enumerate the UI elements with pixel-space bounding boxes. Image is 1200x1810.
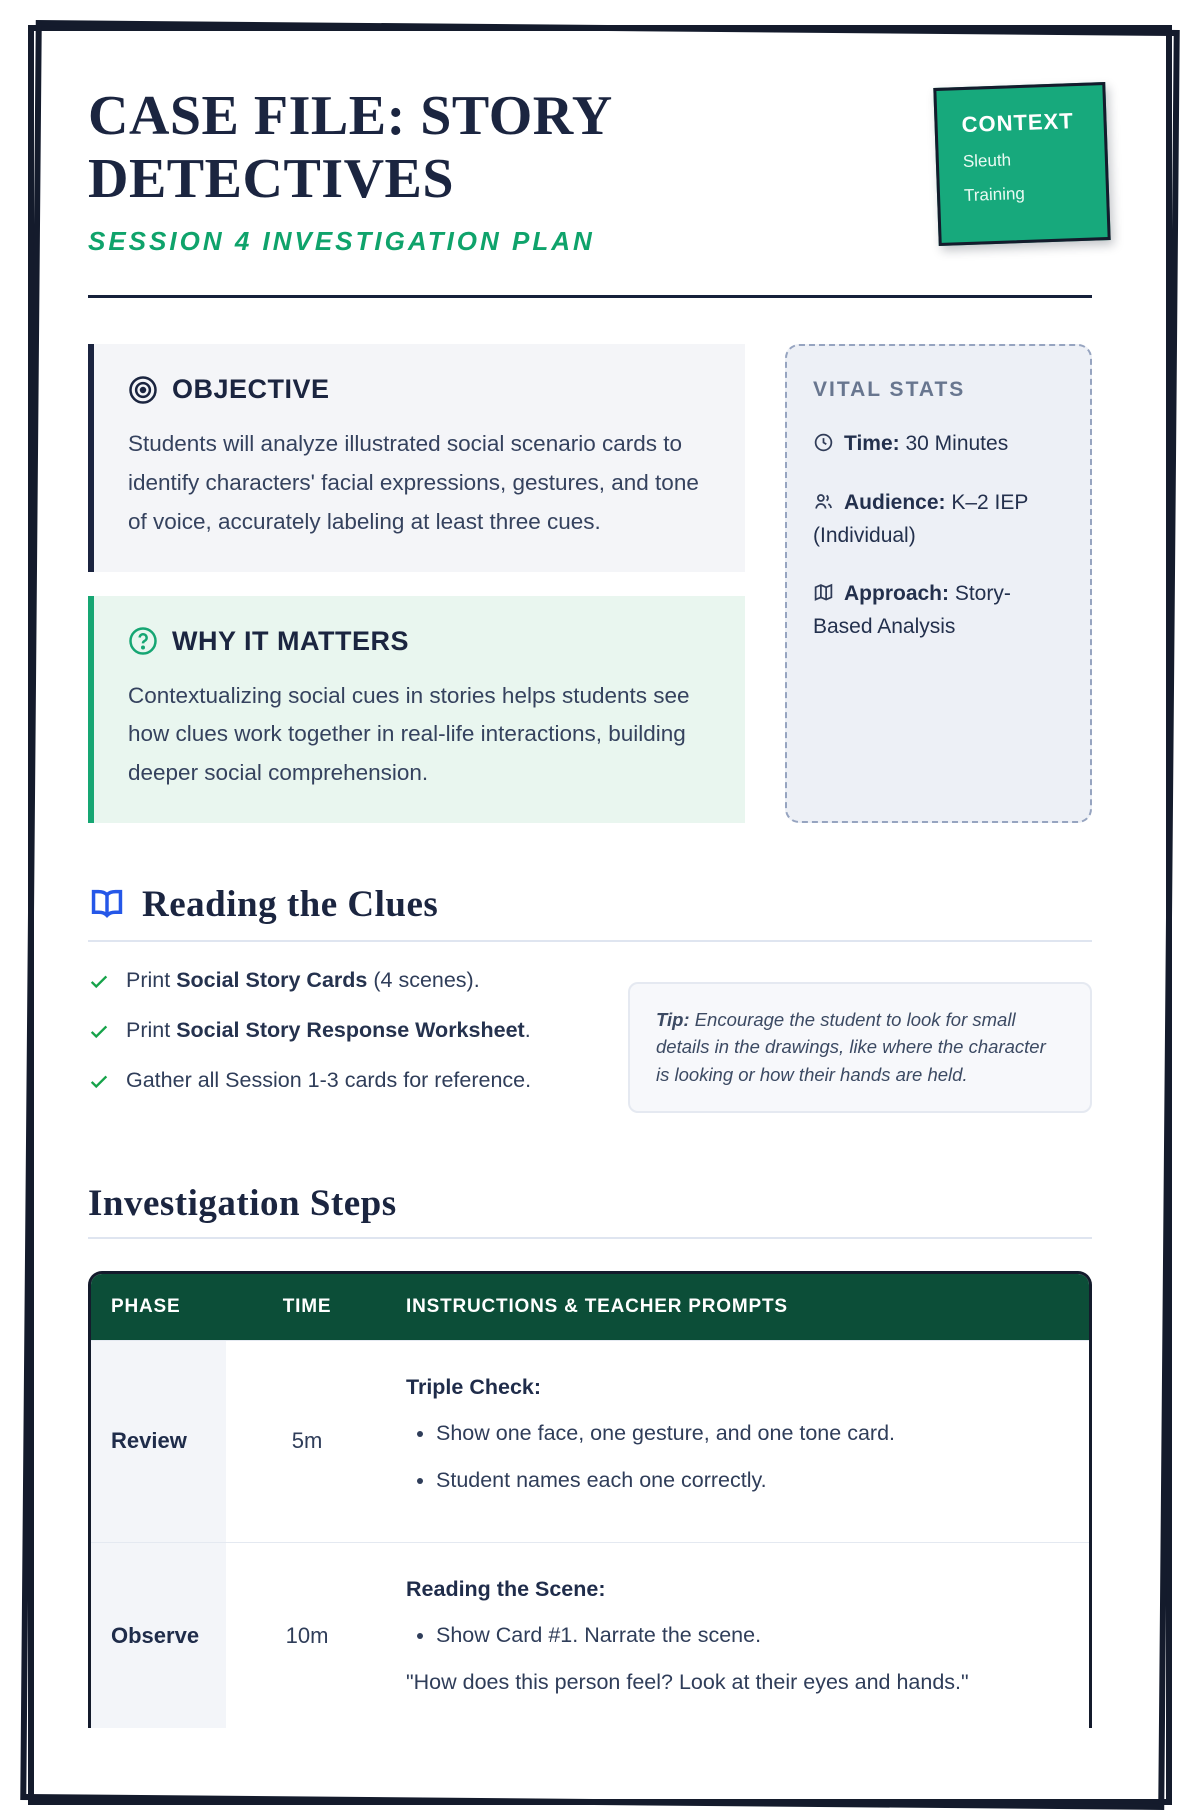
checklist-item-text: Gather all Session 1-3 cards for reference. (126, 1067, 532, 1092)
page-title-line2: DETECTIVES (88, 147, 455, 210)
instruction-bullet: • Show one face, one gesture, and one tone card. (436, 1418, 1065, 1449)
investigation-steps-table (88, 1271, 1092, 1729)
page-title-line1: CASE FILE: STORY (88, 85, 613, 147)
objective-callout (88, 344, 745, 571)
table-row-instructions (388, 1340, 1089, 1542)
clock-icon (813, 432, 834, 453)
checkmark-icon (88, 1020, 110, 1042)
question-circle-icon (128, 626, 158, 656)
reading-clues-section-header (88, 883, 1092, 942)
column-header-instructions: INSTRUCTIONS & TEACHER PROMPTS (388, 1274, 1089, 1340)
vital-stats-card (785, 344, 1092, 822)
instruction-bullet: • Student names each one correctly. (436, 1465, 1065, 1496)
table-row-instructions (388, 1542, 1089, 1728)
open-book-icon (88, 885, 126, 923)
page-title (88, 85, 788, 210)
objective-body: Students will analyze illustrated social scenario cards to identify characters' facial expressions, gestures, and tone of voice, accurately labeling at least three cues. (128, 431, 699, 534)
map-icon (813, 582, 834, 603)
vital-stat-value: K–2 IEP (Individual) (813, 490, 1029, 547)
why-body: Contextualizing social cues in stories helps students see how clues work together in real-life interactions, building deeper social comprehension. (128, 682, 690, 785)
prep-checklist (88, 968, 628, 1118)
table-row-time: 10m (226, 1542, 388, 1728)
checkmark-icon (88, 970, 110, 992)
vital-stats-heading: VITAL STATS (813, 378, 966, 402)
reading-clues-heading: Reading the Clues (142, 883, 439, 925)
tip-label: Tip: (656, 1008, 690, 1030)
instruction-bullets (406, 1418, 1065, 1496)
instruction-intro: Reading the Scene: (406, 1576, 606, 1601)
investigation-steps-section-header (88, 1182, 1092, 1239)
vital-stat-audience (813, 487, 1064, 552)
checklist-item (88, 1018, 628, 1043)
tip-callout (628, 982, 1092, 1113)
instruction-bullet: • Show Card #1. Narrate the scene. (436, 1620, 1065, 1651)
page-content (88, 85, 1092, 1728)
objective-heading: OBJECTIVE (172, 374, 330, 405)
tip-text: Encourage the student to look for small details in the drawings, like where the character is looking or how their hands are held. (656, 1008, 1046, 1086)
column-header-time: TIME (226, 1274, 388, 1340)
checklist-item-text: Print Social Story Cards (4 scenes). (126, 967, 480, 992)
vital-stat-time (813, 428, 1064, 461)
header-divider (88, 295, 1092, 298)
table-row-phase: Review (91, 1340, 226, 1542)
checklist-item (88, 1068, 628, 1093)
vital-stat-value: Story-Based Analysis (813, 582, 1011, 638)
vital-stat-label: Audience: (844, 490, 946, 514)
investigation-steps-heading: Investigation Steps (88, 1182, 397, 1224)
sticky-note-line1: Sleuth (962, 150, 1012, 172)
checklist-item (88, 968, 628, 993)
context-sticky-note (933, 82, 1110, 246)
teacher-prompt-quote: "How does this person feel? Look at their eyes and hands." (406, 1670, 969, 1695)
column-header-phase: PHASE (91, 1274, 226, 1340)
sticky-note-label: CONTEXT (961, 108, 1075, 138)
sticky-note-line2: Training (963, 183, 1026, 206)
table-row-phase: Observe (91, 1542, 226, 1728)
vital-stat-label: Time: (844, 432, 900, 456)
instruction-bullets (406, 1620, 1065, 1651)
vital-stat-label: Approach: (844, 582, 949, 606)
users-icon (813, 491, 834, 512)
target-icon (128, 375, 158, 405)
checkmark-icon (88, 1070, 110, 1092)
vital-stat-value: 30 Minutes (899, 432, 1009, 456)
instruction-intro: Triple Check: (406, 1374, 542, 1399)
page-subtitle: SESSION 4 INVESTIGATION PLAN (88, 226, 595, 257)
document-header (88, 85, 1092, 257)
why-it-matters-callout (88, 596, 745, 823)
vital-stat-approach (813, 578, 1064, 643)
table-row-time: 5m (226, 1340, 388, 1542)
why-heading: WHY IT MATTERS (172, 625, 409, 656)
checklist-item-text: Print Social Story Response Worksheet. (126, 1017, 531, 1042)
